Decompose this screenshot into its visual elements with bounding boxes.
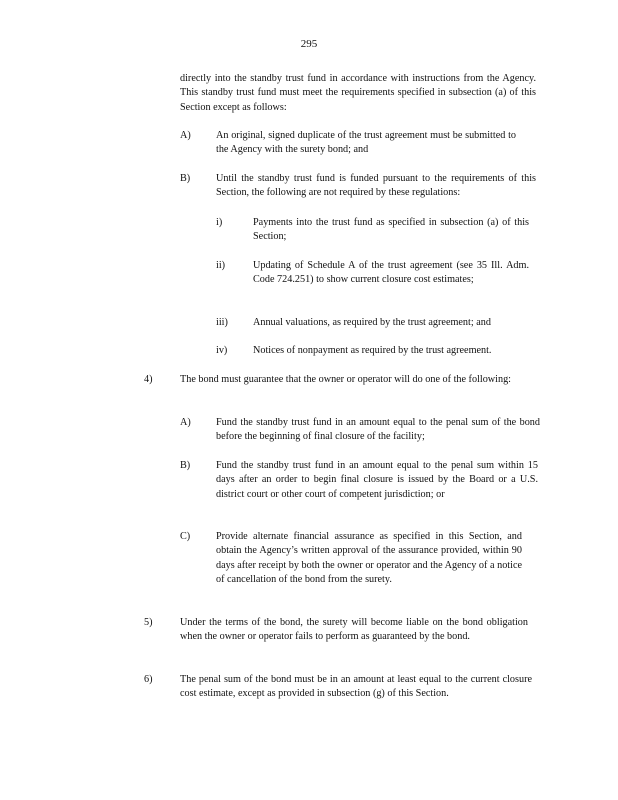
item-3-b-ii-text: Updating of Schedule A of the trust agreement (see 35 Ill. Adm. Code 724.251) to show current closure cost estimates; [253, 260, 529, 286]
item-3-b-i-marker: i) [216, 217, 223, 228]
item-4-text: The bond must guarantee that the owner or operator will do one of the following: [180, 374, 512, 385]
item-4-b-text: Fund the standby trust fund in an amount equal to the penal sum within 15 days after an order to begin final closure is issued by the Board or a U.S. district court or other court of competent jurisdiction; or [216, 460, 538, 500]
intro-paragraph: directly into the standby trust fund in accordance with instructions from the Agency. This standby trust fund must meet the requirements specified in subsection (a) of this Section except as follows: [180, 73, 536, 113]
item-4-c-text: Provide alternate financial assurance as specified in this Section, and obtain the Agency’s written approval of the assurance provided, within 90 days after receipt by both the owner or operator and the Agency of a notice of cancellation of the bond from the surety. [216, 531, 522, 585]
item-3-b-ii-marker: ii) [216, 260, 226, 271]
item-3-b-iii-marker: iii) [216, 317, 228, 328]
item-3-a-marker: A) [180, 130, 191, 141]
item-6-marker: 6) [144, 674, 153, 685]
item-5-text: Under the terms of the bond, the surety will become liable on the bond obligation when the owner or operator fails to perform as guaranteed by the bond. [180, 617, 528, 643]
item-3-b-marker: B) [180, 173, 191, 184]
page-number: 295 [300, 38, 318, 50]
item-4-marker: 4) [144, 374, 153, 385]
item-3-b-text: Until the standby trust fund is funded pursuant to the requirements of this Section, the following are not required by these regulations: [216, 173, 536, 199]
item-4-b-marker: B) [180, 460, 191, 471]
item-5-marker: 5) [144, 617, 153, 628]
item-4-c-marker: C) [180, 531, 191, 542]
item-3-b-iii-text: Annual valuations, as required by the trust agreement; and [253, 317, 491, 328]
item-3-b-iv-marker: iv) [216, 345, 228, 356]
item-3-b-i-text: Payments into the trust fund as specified in subsection (a) of this Section; [253, 217, 529, 243]
item-6-text: The penal sum of the bond must be in an amount at least equal to the current closure cost estimate, except as provided in subsection (g) of this Section. [180, 674, 532, 700]
item-3-a-text: An original, signed duplicate of the trust agreement must be submitted to the Agency with the surety bond; and [216, 130, 516, 156]
item-4-a-marker: A) [180, 417, 191, 428]
item-3-b-iv-text: Notices of nonpayment as required by the trust agreement. [253, 345, 492, 356]
item-4-a-text: Fund the standby trust fund in an amount equal to the penal sum of the bond before the beginning of final closure of the facility; [216, 417, 540, 443]
